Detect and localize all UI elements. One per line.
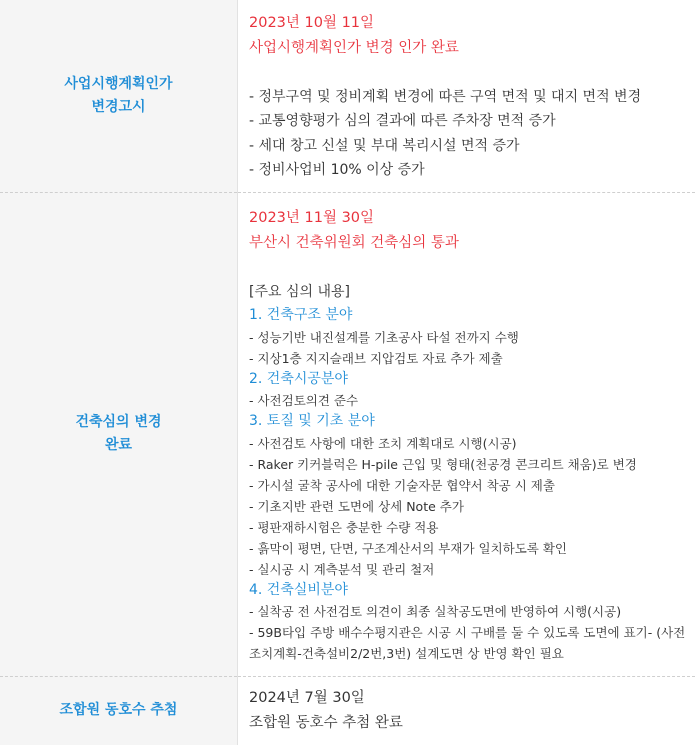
spacer [249,61,695,85]
spacer [249,256,695,280]
event-title: 사업시행계획인가 변경 인가 완료 [249,39,459,56]
list-item: - 사전검토의견 준수 [249,393,359,408]
list-item: - 정부구역 및 정비계획 변경에 따른 구역 면적 및 대지 면적 변경 [249,88,642,105]
list-item: - 지상1층 지지슬래브 지압검토 자료 추가 제출 [249,350,503,366]
timeline-row [0,192,695,676]
list-item: - 흙막이 평면, 단면, 구조계산서의 부재가 일치하도록 확인 [249,540,567,556]
row-label [0,676,238,745]
list-item: - 세대 창고 신설 및 부대 복리시설 면적 증가 [249,137,520,154]
event-title: 부산시 건축위원회 건축심의 통과 [249,235,459,251]
row-label-line: 변경고시 [91,98,146,115]
list-item: - 평판재하시험은 충분한 수량 적용 [249,519,439,535]
list-item: - 기초지반 관련 도면에 상세 Note 추가 [249,498,464,514]
event-date: 2024년 7월 30일 [249,689,365,706]
timeline-row [0,0,695,192]
section-title: 2. 건축시공분야 [249,370,348,387]
list-item: - 성능기반 내진설계를 기초공사 타설 전까지 수행 [249,329,519,345]
row-content [238,0,695,192]
row-label-line: 건축심의 변경 [75,414,162,430]
list-item: - 59B타입 주방 배수수평지관은 시공 시 구배를 둘 수 있도록 도면에 표기- (사전조치계획-건축설비2/2번,3번) 설계도면 상 반영 확인 필요 [249,625,686,661]
event-title: 조합원 동호수 추첨 완료 [249,714,403,731]
section-title: 3. 토질 및 기초 분야 [249,413,375,429]
row-label-line: 조합원 동호수 추첨 [59,702,178,719]
timeline-row [0,676,695,745]
row-content [238,192,695,676]
row-label-line: 사업시행계획인가 [64,75,173,92]
event-date: 2023년 11월 30일 [249,210,375,226]
row-label-line: 완료 [104,437,133,453]
row-label [0,0,238,192]
event-date: 2023년 10월 11일 [249,14,375,31]
list-item: - Raker 키커블럭은 H-pile 근입 및 형태(천공경 콘크리트 채움)로 변경 [249,456,637,472]
review-heading: [주요 심의 내용] [249,284,350,300]
section-title: 1. 건축구조 분야 [249,307,353,323]
list-item: - 교통영향평가 심의 결과에 따른 주차장 면적 증가 [249,113,556,130]
list-item: - 실착공 전 사전검토 의견이 최종 실착공도면에 반영하여 시행(시공) [249,604,622,619]
list-item: - 가시설 굴착 공사에 대한 기술자문 협약서 착공 시 제출 [249,477,555,493]
row-content [238,676,695,745]
row-label [0,192,238,676]
list-item: - 실시공 시 계측분석 및 관리 철저 [249,561,435,577]
section-title: 4. 건축실비분야 [249,581,348,598]
list-item: - 사전검토 사항에 대한 조치 계획대로 시행(시공) [249,435,517,451]
list-item: - 정비사업비 10% 이상 증가 [249,162,425,179]
